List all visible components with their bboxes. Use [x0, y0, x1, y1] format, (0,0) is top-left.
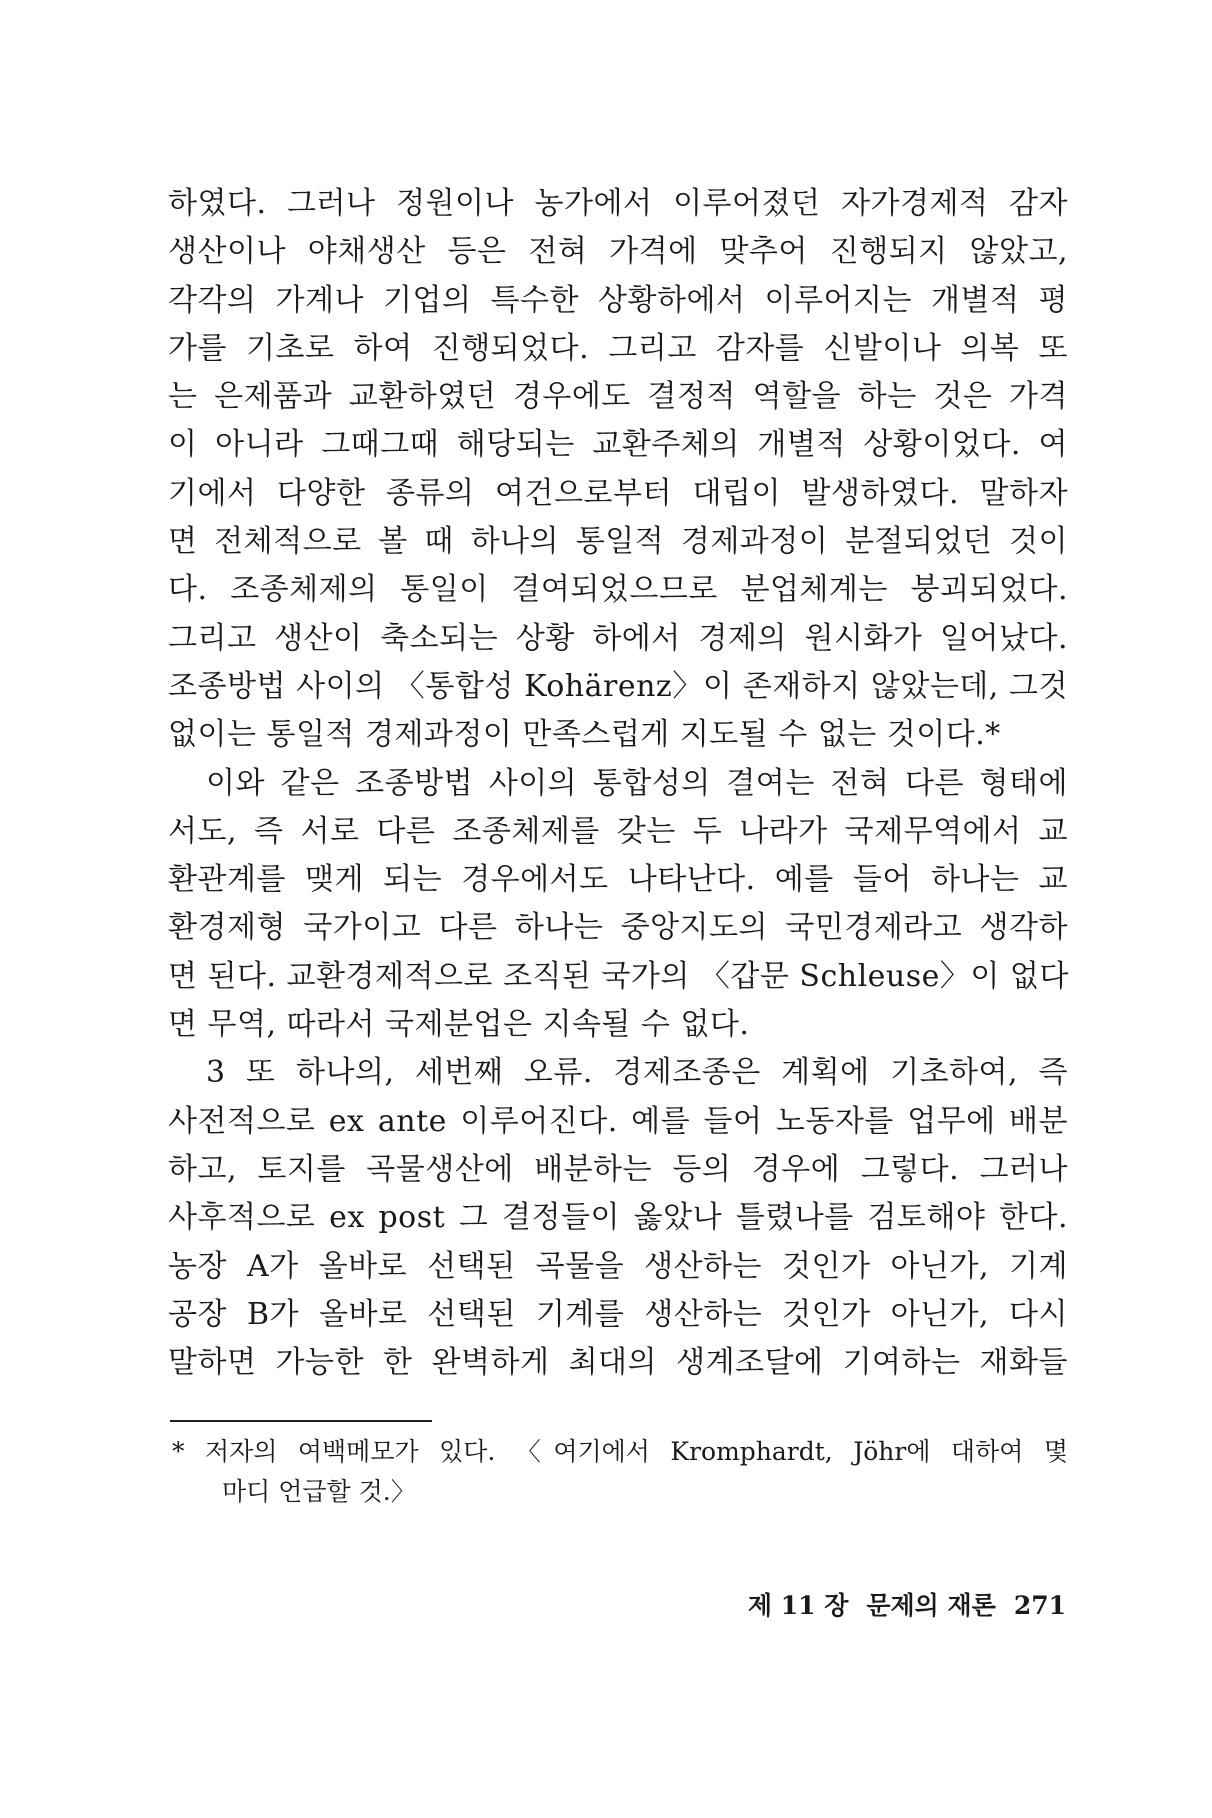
- text-line: 하였다. 그러나 정원이나 농가에서 이루어졌던 자가경제적 감자: [168, 186, 1068, 221]
- text-line: 농장 A가 올바로 선택된 곡물을 생산하는 것인가 아닌가, 기계: [168, 1248, 1068, 1284]
- footnote-divider: [170, 1420, 432, 1422]
- paragraph-start-line: 이와 같은 조종방법 사이의 통합성의 결여는 전혀 다른 형태에: [206, 765, 1068, 801]
- text-line: 그리고 생산이 축소되는 상황 하에서 경제의 원시화가 일어났다.: [168, 620, 1068, 656]
- text-line: 면 된다. 교환경제적으로 조직된 국가의 〈갑문 Schleuse〉이 없다: [168, 958, 1069, 994]
- text-line: 없이는 통일적 경제과정이 만족스럽게 지도될 수 없는 것이다.*: [168, 717, 1001, 753]
- text-line: 가를 기초로 하여 진행되었다. 그리고 감자를 신발이나 의복 또: [168, 330, 1068, 366]
- text-line: 서도, 즉 서로 다른 조종체제를 갖는 두 나라가 국제무역에서 교: [168, 813, 1068, 849]
- text-line: 사전적으로 ex ante 이루어진다. 예를 들어 노동자를 업무에 배분: [168, 1103, 1068, 1139]
- text-line: 는 은제품과 교환하였던 경우에도 결정적 역할을 하는 것은 가격: [168, 379, 1068, 415]
- text-line: 이 아니라 그때그때 해당되는 교환주체의 개별적 상황이었다. 여: [168, 427, 1068, 463]
- body-text: [168, 180, 1068, 1387]
- running-footer: [730, 1588, 1066, 1624]
- text-line: 다. 조종체제의 통일이 결여되었으므로 분업체계는 붕괴되었다.: [168, 572, 1068, 608]
- section-3-start-line: 3 또 하나의, 세번째 오류. 경제조종은 계획에 기초하여, 즉: [206, 1055, 1068, 1091]
- chapter-label: 제 11 장: [747, 1591, 849, 1620]
- footnote-line: 마디 언급할 것.〉: [222, 1477, 416, 1506]
- chapter-title: 문제의 재론: [866, 1591, 996, 1620]
- footnote-line: * 저자의 여백메모가 있다. 〈여기에서 Kromphardt, Jöhr에 대하여 몇: [172, 1437, 1068, 1466]
- page-number: 271: [1013, 1591, 1066, 1620]
- text-line: 말하면 가능한 한 완벽하게 최대의 생계조달에 기여하는 재화들: [168, 1345, 1068, 1381]
- text-line: 생산이나 야채생산 등은 전혀 가격에 맞추어 진행되지 않았고,: [168, 234, 1068, 270]
- text-line: 조종방법 사이의 〈통합성 Kohärenz〉이 존재하지 않았는데, 그것: [168, 668, 1068, 704]
- text-line: 기에서 다양한 종류의 여건으로부터 대립이 발생하였다. 말하자: [168, 475, 1068, 511]
- text-line: 면 전체적으로 볼 때 하나의 통일적 경제과정이 분절되었던 것이: [168, 524, 1068, 560]
- text-line: 하고, 토지를 곡물생산에 배분하는 등의 경우에 그렇다. 그러나: [168, 1151, 1068, 1187]
- text-line: 공장 B가 올바로 선택된 기계를 생산하는 것인가 아닌가, 다시: [168, 1296, 1068, 1332]
- text-line: 면 무역, 따라서 국제분업은 지속될 수 없다.: [168, 1007, 750, 1043]
- text-line: 환경제형 국가이고 다른 하나는 중앙지도의 국민경제라고 생각하: [168, 910, 1068, 946]
- footnote: [172, 1432, 1068, 1512]
- text-line: 사후적으로 ex post 그 결정들이 옳았나 틀렸나를 검토해야 한다.: [168, 1200, 1068, 1236]
- text-line: 각각의 가계나 기업의 특수한 상황하에서 이루어지는 개별적 평: [168, 282, 1068, 318]
- text-line: 환관계를 맺게 되는 경우에서도 나타난다. 예를 들어 하나는 교: [168, 862, 1068, 898]
